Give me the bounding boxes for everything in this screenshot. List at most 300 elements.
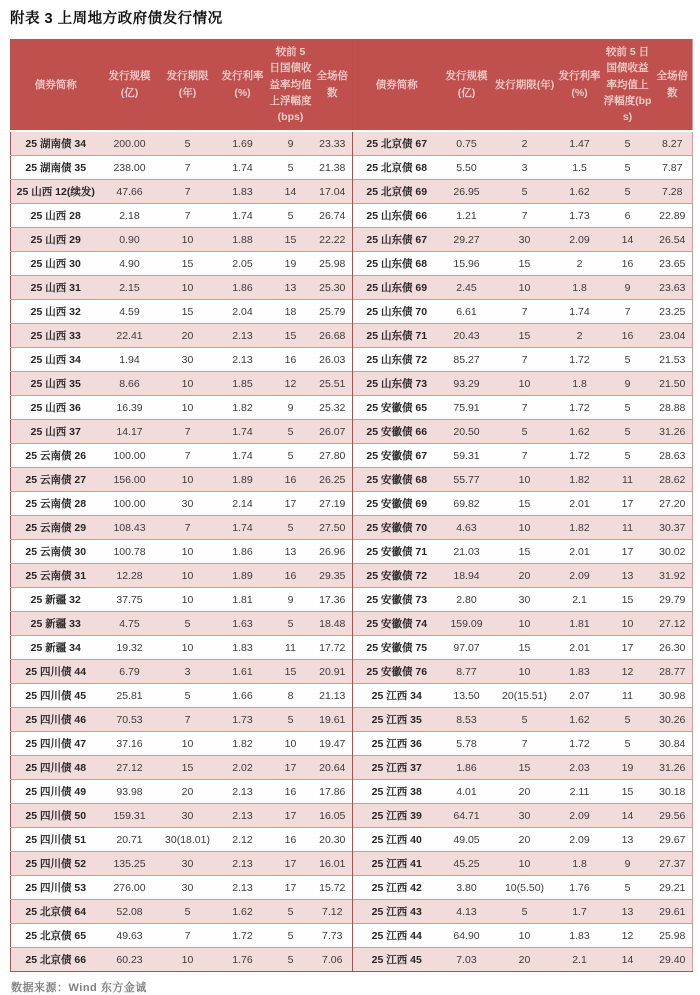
bond-name-cell: 25 云南债 26 — [11, 444, 101, 468]
value-cell: 1.8 — [557, 276, 603, 300]
value-cell: 2.04 — [217, 300, 269, 324]
value-cell: 27.50 — [313, 516, 353, 540]
value-cell: 15 — [269, 228, 313, 252]
value-cell: 2 — [493, 131, 557, 156]
value-cell: 3 — [159, 660, 217, 684]
value-cell: 19 — [603, 756, 653, 780]
value-cell: 30.18 — [653, 780, 693, 804]
value-cell: 20 — [159, 324, 217, 348]
value-cell: 2 — [557, 324, 603, 348]
value-cell: 9 — [269, 396, 313, 420]
value-cell: 1.62 — [217, 900, 269, 924]
value-cell: 17 — [603, 636, 653, 660]
table-row — [11, 204, 693, 228]
value-cell: 13 — [603, 564, 653, 588]
value-cell: 10 — [159, 588, 217, 612]
value-cell: 7.12 — [313, 900, 353, 924]
value-cell: 15 — [493, 636, 557, 660]
value-cell: 16.39 — [101, 396, 159, 420]
value-cell: 26.96 — [313, 540, 353, 564]
value-cell: 27.37 — [653, 852, 693, 876]
value-cell: 1.82 — [217, 732, 269, 756]
table-row — [11, 516, 693, 540]
value-cell: 12 — [603, 660, 653, 684]
value-cell: 15 — [493, 252, 557, 276]
table-row — [11, 468, 693, 492]
value-cell: 7.73 — [313, 924, 353, 948]
value-cell: 9 — [603, 372, 653, 396]
table-row — [11, 948, 693, 972]
value-cell: 16 — [603, 252, 653, 276]
value-cell: 20 — [493, 564, 557, 588]
value-cell: 2.13 — [217, 852, 269, 876]
value-cell: 22.22 — [313, 228, 353, 252]
table-row — [11, 228, 693, 252]
value-cell: 5 — [493, 420, 557, 444]
value-cell: 10 — [493, 468, 557, 492]
value-cell: 5 — [159, 900, 217, 924]
value-cell: 5 — [159, 131, 217, 156]
value-cell: 1.74 — [217, 204, 269, 228]
value-cell: 6.61 — [441, 300, 493, 324]
value-cell: 10 — [159, 396, 217, 420]
value-cell: 7 — [159, 444, 217, 468]
value-cell: 238.00 — [101, 156, 159, 180]
value-cell: 1.82 — [217, 396, 269, 420]
value-cell: 30(18.01) — [159, 828, 217, 852]
value-cell: 1.86 — [217, 276, 269, 300]
value-cell: 20.64 — [313, 756, 353, 780]
column-header-right-5: 全场倍数 — [653, 39, 693, 131]
value-cell: 5 — [159, 684, 217, 708]
bond-name-cell: 25 新疆 32 — [11, 588, 101, 612]
table-row — [11, 300, 693, 324]
value-cell: 1.83 — [217, 180, 269, 204]
table-row — [11, 876, 693, 900]
value-cell: 9 — [269, 588, 313, 612]
bond-name-cell: 25 安徽债 68 — [353, 468, 441, 492]
value-cell: 20.91 — [313, 660, 353, 684]
value-cell: 22.41 — [101, 324, 159, 348]
value-cell: 23.63 — [653, 276, 693, 300]
value-cell: 1.76 — [557, 876, 603, 900]
value-cell: 1.5 — [557, 156, 603, 180]
value-cell: 1.88 — [217, 228, 269, 252]
bond-name-cell: 25 北京债 67 — [353, 131, 441, 156]
header-row — [11, 39, 693, 131]
value-cell: 9 — [603, 276, 653, 300]
value-cell: 28.88 — [653, 396, 693, 420]
value-cell: 15 — [269, 660, 313, 684]
value-cell: 7 — [603, 300, 653, 324]
value-cell: 1.62 — [557, 420, 603, 444]
value-cell: 26.07 — [313, 420, 353, 444]
data-source-note: 数据来源：Wind 东方金诚 — [11, 982, 147, 995]
column-header-right-3: 发行利率(%) — [557, 39, 603, 131]
value-cell: 30.37 — [653, 516, 693, 540]
value-cell: 1.72 — [557, 396, 603, 420]
value-cell: 10 — [603, 612, 653, 636]
value-cell: 10 — [159, 948, 217, 972]
value-cell: 156.00 — [101, 468, 159, 492]
bond-name-cell: 25 江西 43 — [353, 900, 441, 924]
bond-name-cell: 25 北京债 68 — [353, 156, 441, 180]
table-row — [11, 828, 693, 852]
value-cell: 1.89 — [217, 564, 269, 588]
value-cell: 29.67 — [653, 828, 693, 852]
value-cell: 0.75 — [441, 131, 493, 156]
value-cell: 8.66 — [101, 372, 159, 396]
value-cell: 2.18 — [101, 204, 159, 228]
value-cell: 1.72 — [557, 732, 603, 756]
value-cell: 10 — [493, 372, 557, 396]
value-cell: 5 — [603, 876, 653, 900]
value-cell: 15 — [159, 300, 217, 324]
value-cell: 10 — [159, 636, 217, 660]
value-cell: 52.08 — [101, 900, 159, 924]
value-cell: 7 — [159, 708, 217, 732]
value-cell: 26.03 — [313, 348, 353, 372]
value-cell: 2.45 — [441, 276, 493, 300]
value-cell: 29.40 — [653, 948, 693, 972]
value-cell: 5 — [269, 924, 313, 948]
column-header-left-5: 全场倍数 — [313, 39, 353, 131]
value-cell: 4.59 — [101, 300, 159, 324]
value-cell: 1.47 — [557, 131, 603, 156]
value-cell: 30 — [493, 588, 557, 612]
value-cell: 1.81 — [217, 588, 269, 612]
value-cell: 2.09 — [557, 228, 603, 252]
value-cell: 31.26 — [653, 420, 693, 444]
value-cell: 1.85 — [217, 372, 269, 396]
value-cell: 37.75 — [101, 588, 159, 612]
value-cell: 2.09 — [557, 828, 603, 852]
value-cell: 30 — [493, 804, 557, 828]
table-row — [11, 900, 693, 924]
table-row — [11, 564, 693, 588]
bond-name-cell: 25 江西 37 — [353, 756, 441, 780]
value-cell: 29.79 — [653, 588, 693, 612]
value-cell: 159.31 — [101, 804, 159, 828]
value-cell: 8 — [269, 684, 313, 708]
value-cell: 1.74 — [217, 444, 269, 468]
value-cell: 8.53 — [441, 708, 493, 732]
bond-name-cell: 25 江西 40 — [353, 828, 441, 852]
value-cell: 1.89 — [217, 468, 269, 492]
value-cell: 5 — [603, 180, 653, 204]
bond-name-cell: 25 山西 35 — [11, 372, 101, 396]
value-cell: 29.56 — [653, 804, 693, 828]
value-cell: 5 — [269, 516, 313, 540]
value-cell: 25.51 — [313, 372, 353, 396]
value-cell: 7 — [159, 180, 217, 204]
value-cell: 30.98 — [653, 684, 693, 708]
bond-name-cell: 25 山东债 68 — [353, 252, 441, 276]
value-cell: 22.89 — [653, 204, 693, 228]
value-cell: 26.25 — [313, 468, 353, 492]
value-cell: 5 — [493, 180, 557, 204]
value-cell: 12.28 — [101, 564, 159, 588]
table-row — [11, 492, 693, 516]
table-row — [11, 348, 693, 372]
bond-name-cell: 25 江西 38 — [353, 780, 441, 804]
table-row — [11, 540, 693, 564]
value-cell: 7 — [159, 420, 217, 444]
bond-name-cell: 25 安徽债 75 — [353, 636, 441, 660]
value-cell: 30.84 — [653, 732, 693, 756]
bond-name-cell: 25 安徽债 74 — [353, 612, 441, 636]
value-cell: 49.63 — [101, 924, 159, 948]
value-cell: 5 — [269, 420, 313, 444]
value-cell: 1.62 — [557, 180, 603, 204]
bond-name-cell: 25 湖南债 34 — [11, 131, 101, 156]
value-cell: 2.80 — [441, 588, 493, 612]
value-cell: 30 — [159, 348, 217, 372]
table-row — [11, 612, 693, 636]
value-cell: 10 — [159, 372, 217, 396]
value-cell: 15 — [159, 252, 217, 276]
value-cell: 5.50 — [441, 156, 493, 180]
value-cell: 7.87 — [653, 156, 693, 180]
value-cell: 10 — [493, 660, 557, 684]
value-cell: 25.98 — [313, 252, 353, 276]
value-cell: 14 — [269, 180, 313, 204]
value-cell: 5 — [269, 708, 313, 732]
value-cell: 100.78 — [101, 540, 159, 564]
value-cell: 2.11 — [557, 780, 603, 804]
value-cell: 1.81 — [557, 612, 603, 636]
value-cell: 28.62 — [653, 468, 693, 492]
value-cell: 69.82 — [441, 492, 493, 516]
bond-name-cell: 25 安徽债 67 — [353, 444, 441, 468]
value-cell: 1.8 — [557, 852, 603, 876]
bond-name-cell: 25 山西 32 — [11, 300, 101, 324]
column-header-left-4: 较前 5 日国债收益率均值上浮幅度(bps) — [269, 39, 313, 131]
value-cell: 20 — [159, 780, 217, 804]
value-cell: 16 — [269, 564, 313, 588]
value-cell: 15 — [603, 588, 653, 612]
value-cell: 1.73 — [217, 708, 269, 732]
value-cell: 15 — [269, 324, 313, 348]
column-header-left-0: 债券简称 — [11, 39, 101, 131]
bond-name-cell: 25 安徽债 69 — [353, 492, 441, 516]
value-cell: 100.00 — [101, 444, 159, 468]
value-cell: 5 — [603, 420, 653, 444]
value-cell: 5 — [603, 708, 653, 732]
value-cell: 17 — [269, 804, 313, 828]
value-cell: 4.01 — [441, 780, 493, 804]
bond-name-cell: 25 山西 30 — [11, 252, 101, 276]
bond-name-cell: 25 四川债 48 — [11, 756, 101, 780]
value-cell: 1.74 — [557, 300, 603, 324]
value-cell: 11 — [603, 516, 653, 540]
bond-name-cell: 25 山东债 72 — [353, 348, 441, 372]
value-cell: 5 — [493, 900, 557, 924]
value-cell: 1.72 — [217, 924, 269, 948]
value-cell: 1.74 — [217, 420, 269, 444]
value-cell: 17.86 — [313, 780, 353, 804]
value-cell: 5 — [269, 948, 313, 972]
bond-name-cell: 25 新疆 34 — [11, 636, 101, 660]
column-header-right-1: 发行规模(亿) — [441, 39, 493, 131]
value-cell: 27.80 — [313, 444, 353, 468]
value-cell: 17 — [603, 540, 653, 564]
value-cell: 1.83 — [557, 660, 603, 684]
value-cell: 7 — [493, 396, 557, 420]
value-cell: 1.82 — [557, 516, 603, 540]
value-cell: 75.91 — [441, 396, 493, 420]
value-cell: 2.01 — [557, 540, 603, 564]
value-cell: 5 — [159, 612, 217, 636]
table-row — [11, 756, 693, 780]
bond-name-cell: 25 北京债 66 — [11, 948, 101, 972]
bond-name-cell: 25 四川债 45 — [11, 684, 101, 708]
value-cell: 31.92 — [653, 564, 693, 588]
value-cell: 1.86 — [217, 540, 269, 564]
bond-name-cell: 25 安徽债 70 — [353, 516, 441, 540]
bond-name-cell: 25 四川债 47 — [11, 732, 101, 756]
value-cell: 7 — [493, 204, 557, 228]
value-cell: 1.83 — [217, 636, 269, 660]
table-row — [11, 924, 693, 948]
value-cell: 9 — [269, 131, 313, 156]
value-cell: 2.07 — [557, 684, 603, 708]
value-cell: 1.61 — [217, 660, 269, 684]
bond-name-cell: 25 山东债 70 — [353, 300, 441, 324]
value-cell: 17 — [269, 876, 313, 900]
value-cell: 16 — [269, 468, 313, 492]
value-cell: 4.13 — [441, 900, 493, 924]
table-row — [11, 444, 693, 468]
bond-name-cell: 25 四川债 46 — [11, 708, 101, 732]
value-cell: 15 — [603, 780, 653, 804]
value-cell: 0.90 — [101, 228, 159, 252]
value-cell: 10 — [493, 612, 557, 636]
value-cell: 5 — [269, 204, 313, 228]
column-header-right-0: 债券简称 — [353, 39, 441, 131]
value-cell: 25.32 — [313, 396, 353, 420]
table-row — [11, 708, 693, 732]
value-cell: 10 — [159, 540, 217, 564]
value-cell: 16.05 — [313, 804, 353, 828]
value-cell: 7 — [159, 204, 217, 228]
value-cell: 31.26 — [653, 756, 693, 780]
value-cell: 159.09 — [441, 612, 493, 636]
value-cell: 10 — [159, 276, 217, 300]
bond-name-cell: 25 江西 34 — [353, 684, 441, 708]
value-cell: 20(15.51) — [493, 684, 557, 708]
value-cell: 27.12 — [101, 756, 159, 780]
value-cell: 14 — [603, 804, 653, 828]
table-row — [11, 180, 693, 204]
value-cell: 2.1 — [557, 588, 603, 612]
bond-name-cell: 25 山西 31 — [11, 276, 101, 300]
table-row — [11, 588, 693, 612]
bond-name-cell: 25 安徽债 73 — [353, 588, 441, 612]
value-cell: 20 — [493, 780, 557, 804]
value-cell: 200.00 — [101, 131, 159, 156]
value-cell: 26.30 — [653, 636, 693, 660]
column-header-right-4: 较前 5 日国债收益率均值上浮幅度(bps) — [603, 39, 653, 131]
value-cell: 5 — [603, 444, 653, 468]
value-cell: 30.02 — [653, 540, 693, 564]
bond-name-cell: 25 安徽债 65 — [353, 396, 441, 420]
value-cell: 3.80 — [441, 876, 493, 900]
value-cell: 19.47 — [313, 732, 353, 756]
value-cell: 15.96 — [441, 252, 493, 276]
bond-name-cell: 25 山东债 71 — [353, 324, 441, 348]
value-cell: 27.20 — [653, 492, 693, 516]
value-cell: 1.21 — [441, 204, 493, 228]
bond-name-cell: 25 云南债 29 — [11, 516, 101, 540]
bond-name-cell: 25 山西 33 — [11, 324, 101, 348]
table-row — [11, 276, 693, 300]
value-cell: 21.38 — [313, 156, 353, 180]
bond-name-cell: 25 新疆 33 — [11, 612, 101, 636]
value-cell: 1.82 — [557, 468, 603, 492]
value-cell: 21.50 — [653, 372, 693, 396]
value-cell: 7.03 — [441, 948, 493, 972]
bond-name-cell: 25 江西 39 — [353, 804, 441, 828]
table-row — [11, 156, 693, 180]
value-cell: 2.02 — [217, 756, 269, 780]
value-cell: 19 — [269, 252, 313, 276]
bond-name-cell: 25 山西 36 — [11, 396, 101, 420]
value-cell: 5 — [603, 131, 653, 156]
value-cell: 25.30 — [313, 276, 353, 300]
value-cell: 2.13 — [217, 876, 269, 900]
bond-name-cell: 25 山西 37 — [11, 420, 101, 444]
value-cell: 13 — [603, 828, 653, 852]
value-cell: 7.06 — [313, 948, 353, 972]
value-cell: 59.31 — [441, 444, 493, 468]
bond-name-cell: 25 江西 42 — [353, 876, 441, 900]
value-cell: 6 — [603, 204, 653, 228]
value-cell: 17 — [269, 756, 313, 780]
bond-name-cell: 25 山西 34 — [11, 348, 101, 372]
bond-name-cell: 25 云南债 31 — [11, 564, 101, 588]
value-cell: 276.00 — [101, 876, 159, 900]
bond-name-cell: 25 江西 35 — [353, 708, 441, 732]
table-row — [11, 660, 693, 684]
table-row — [11, 420, 693, 444]
table-row — [11, 372, 693, 396]
value-cell: 28.63 — [653, 444, 693, 468]
value-cell: 15 — [493, 324, 557, 348]
value-cell: 17 — [269, 492, 313, 516]
value-cell: 2.01 — [557, 636, 603, 660]
value-cell: 13.50 — [441, 684, 493, 708]
bond-name-cell: 25 安徽债 66 — [353, 420, 441, 444]
value-cell: 2.01 — [557, 492, 603, 516]
table-row — [11, 804, 693, 828]
value-cell: 16 — [269, 348, 313, 372]
value-cell: 1.62 — [557, 708, 603, 732]
value-cell: 25.81 — [101, 684, 159, 708]
value-cell: 108.43 — [101, 516, 159, 540]
value-cell: 15 — [493, 492, 557, 516]
table-row — [11, 732, 693, 756]
value-cell: 20 — [493, 828, 557, 852]
value-cell: 25.79 — [313, 300, 353, 324]
table-row — [11, 684, 693, 708]
value-cell: 2.05 — [217, 252, 269, 276]
value-cell: 23.04 — [653, 324, 693, 348]
value-cell: 1.74 — [217, 516, 269, 540]
value-cell: 2.13 — [217, 348, 269, 372]
value-cell: 93.98 — [101, 780, 159, 804]
value-cell: 16 — [269, 828, 313, 852]
